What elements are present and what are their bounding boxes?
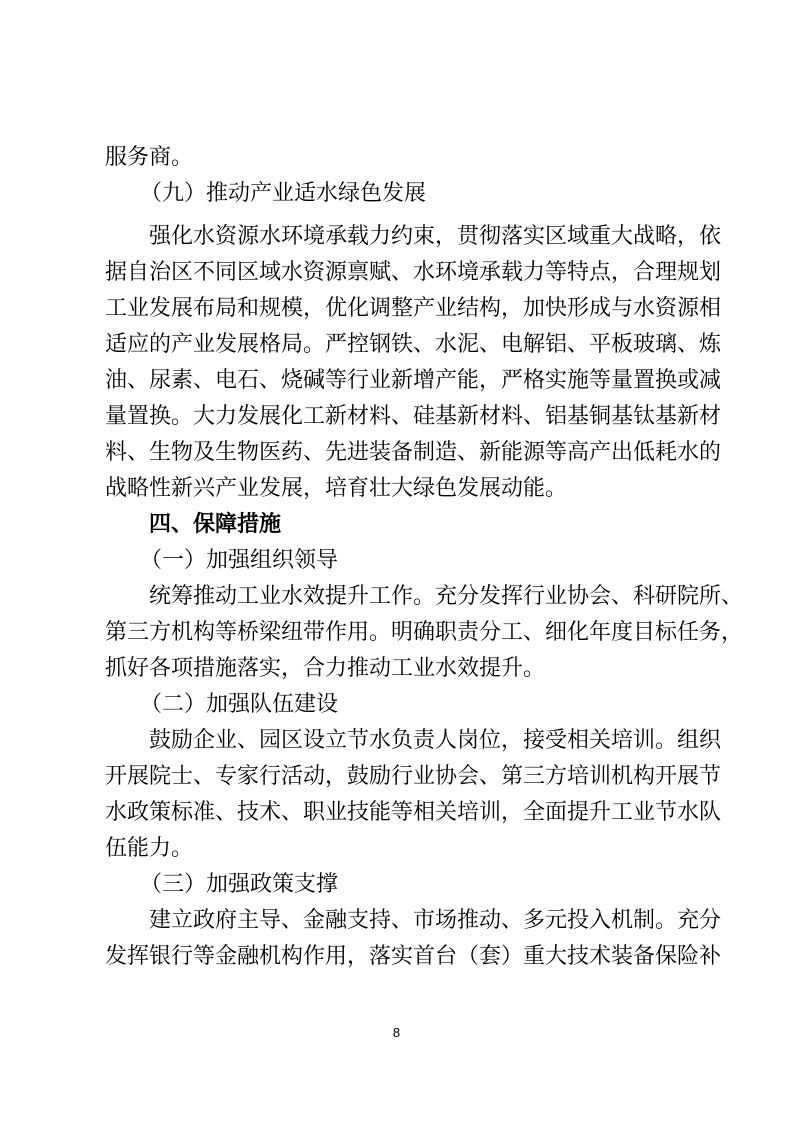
section-heading: 四、保障措施	[149, 512, 282, 537]
paragraph-line: 抓好各项措施落实，合力推动工业水效提升。	[105, 656, 546, 681]
subsection-heading: （二）加强队伍建设	[140, 692, 339, 717]
paragraph-line: 油、尿素、电石、烧碱等行业新增产能，严格实施等量置换或减	[105, 368, 722, 393]
paragraph-line: 料、生物及生物医药、先进装备制造、新能源等高产出低耗水的	[105, 440, 722, 465]
paragraph-line: 建立政府主导、金融支持、市场推动、多元投入机制。充分	[149, 908, 722, 933]
paragraph-line: 发挥银行等金融机构作用，落实首台（套）重大技术装备保险补	[105, 944, 722, 969]
paragraph-line: 第三方机构等桥梁纽带作用。明确职责分工、细化年度目标任务，	[105, 620, 744, 645]
paragraph-line: 工业发展布局和规模，优化调整产业结构，加快形成与水资源相	[105, 296, 722, 321]
subsection-heading: （一）加强组织领导	[140, 548, 339, 573]
paragraph-line: 战略性新兴产业发展，培育壮大绿色发展动能。	[105, 476, 568, 501]
paragraph-line: 伍能力。	[105, 836, 194, 861]
page-number: 8	[392, 1025, 401, 1040]
paragraph-line: 适应的产业发展格局。严控钢铁、水泥、电解铝、平板玻璃、炼	[105, 332, 722, 357]
paragraph-line: 开展院士、专家行活动，鼓励行业协会、第三方培训机构开展节	[105, 764, 722, 789]
paragraph-line: 强化水资源水环境承载力约束，贯彻落实区域重大战略，依	[149, 224, 722, 249]
paragraph-line: 量置换。大力发展化工新材料、硅基新材料、铝基铜基钛基新材	[105, 404, 722, 429]
paragraph-line: 统筹推动工业水效提升工作。充分发挥行业协会、科研院所、	[149, 584, 744, 609]
subsection-heading: （三）加强政策支撑	[140, 872, 339, 897]
paragraph-line: 鼓励企业、园区设立节水负责人岗位，接受相关培训。组织	[149, 728, 722, 753]
paragraph-line: 水政策标准、技术、职业技能等相关培训，全面提升工业节水队	[105, 800, 722, 825]
paragraph-line: 服务商。	[105, 145, 194, 170]
subsection-heading: （九）推动产业适水绿色发展	[140, 181, 427, 206]
paragraph-line: 据自治区不同区域水资源禀赋、水环境承载力等特点，合理规划	[105, 260, 722, 285]
